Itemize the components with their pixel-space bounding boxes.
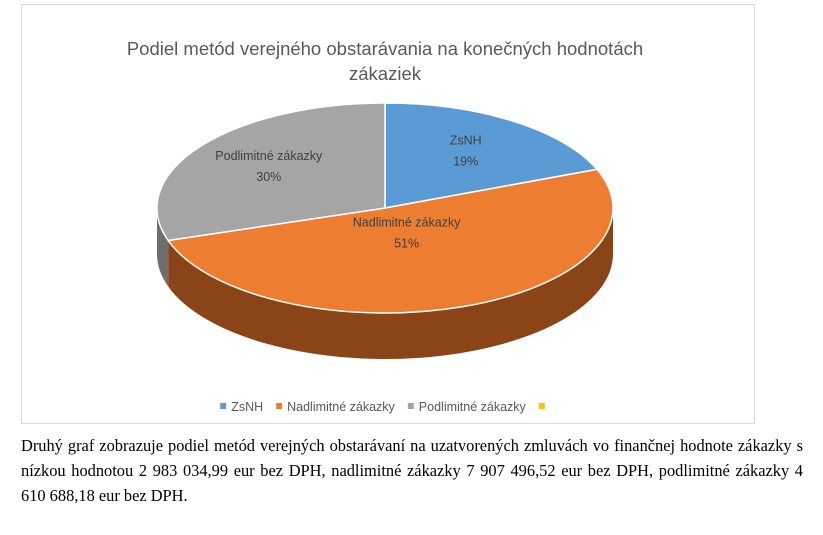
legend-swatch-podlimitne-zakazky [408, 403, 414, 409]
legend-label-nadlimitne-zakazky: Nadlimitné zákazky [287, 400, 395, 414]
chart-frame [21, 4, 755, 424]
chart-legend [220, 400, 545, 414]
description-paragraph: Druhý graf zobrazuje podiel metód verejných obstarávaní na uzatvorených zmluvách vo finančnej hodnote zákazky s nízkou hodnotou 2 983 034,99 eur bez DPH, nadlimitné zákazky 7 907 496,52 eur bez DPH, podlimitné zákazky 4 610 688,18 eur bez DPH. [21, 436, 803, 505]
legend-swatch-empty-3 [539, 403, 545, 409]
chart-title-line-1: Podiel metód verejného obstarávania na konečných hodnotách [126, 38, 644, 59]
pie-label-podlimitne-zakazky: Podlimitné zákazky [215, 149, 323, 164]
chart-title-line-2: zákaziek [349, 63, 421, 84]
pie-value-nadlimitne-zakazky: 51% [394, 236, 420, 251]
pie-tops [157, 103, 613, 313]
pie-label-zsnh: ZsNH [449, 133, 482, 148]
pie-value-zsnh: 19% [453, 154, 479, 169]
pie-label-nadlimitne-zakazky: Nadlimitné zákazky [352, 215, 461, 230]
legend-swatch-zsnh [220, 403, 226, 409]
pie-value-podlimitne-zakazky: 30% [256, 170, 282, 185]
legend-swatch-nadlimitne-zakazky [276, 403, 282, 409]
legend-label-podlimitne-zakazky: Podlimitné zákazky [418, 400, 526, 414]
pie-chart [22, 5, 756, 425]
legend-label-zsnh: ZsNH [231, 400, 264, 414]
